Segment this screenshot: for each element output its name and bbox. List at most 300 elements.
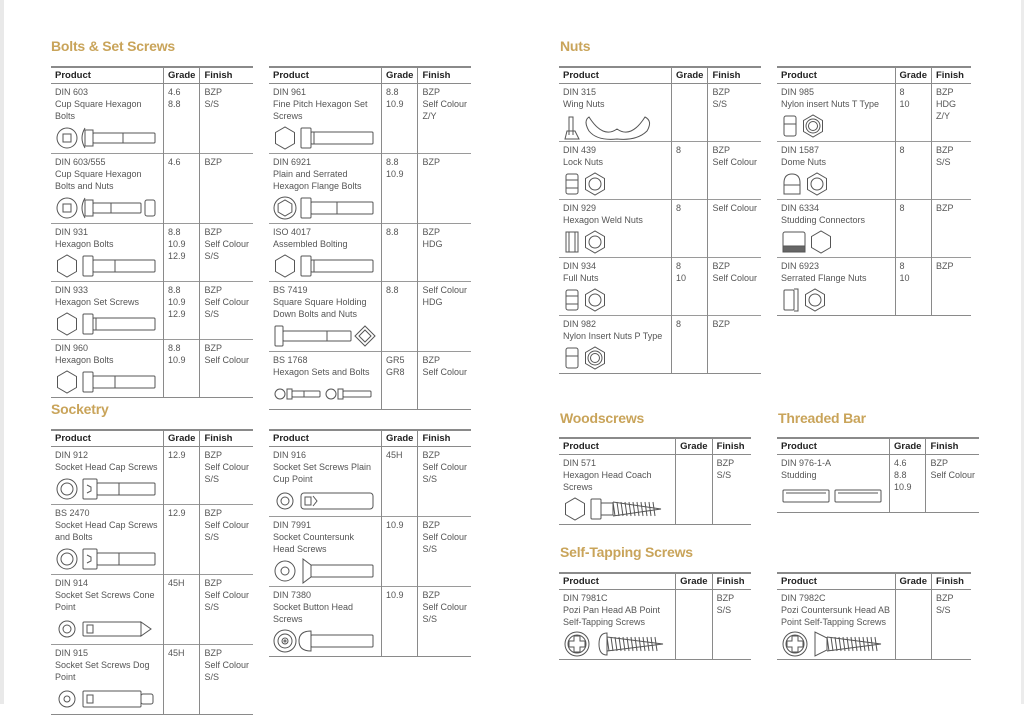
product-name: Cup Square Hexagon Bolts and Nuts — [55, 169, 142, 191]
cup-square-bolt-nut-icon — [55, 195, 159, 221]
product-cell — [51, 340, 164, 398]
grade-cell — [895, 200, 931, 258]
finish-value: Self Colour — [422, 462, 467, 472]
product-name: Cup Square Hexagon Bolts — [55, 99, 142, 121]
product-cell — [559, 200, 672, 258]
grade-cell — [382, 352, 418, 410]
finish-cell — [200, 154, 253, 224]
finish-cell — [708, 142, 761, 200]
product-code: DIN 912 — [55, 450, 89, 460]
grade-value: 8.8 — [386, 157, 399, 167]
grade-value: 8.8 — [168, 285, 181, 295]
finish-value: S/S — [935, 605, 951, 615]
grade-value: 10.9 — [386, 99, 404, 109]
nylon-nut-icon — [781, 113, 891, 139]
product-name: Square Square Holding Down Bolts and Nuts — [273, 297, 367, 319]
grade-value: 8 — [899, 203, 905, 213]
cup-square-bolt-icon — [55, 125, 159, 151]
grade-cell — [890, 455, 926, 513]
finish-value: BZP — [935, 203, 954, 213]
table-row — [269, 447, 471, 517]
table-row — [51, 224, 253, 282]
grade-value: 8.8 — [168, 343, 181, 353]
hex-nut-icon — [563, 171, 667, 197]
product-name: Studding Connectors — [781, 215, 866, 225]
table-row — [51, 645, 253, 715]
holding-down-bolt-icon — [273, 323, 377, 349]
table-header-row — [559, 573, 751, 590]
pozi-pan-icon — [563, 631, 671, 657]
finish-value: S/S — [422, 544, 437, 554]
finish-value: Self Colour — [204, 297, 249, 307]
column-header-grade: Grade — [164, 430, 200, 447]
product-cell — [559, 590, 676, 660]
table-header-row — [559, 67, 761, 84]
grade-cell — [164, 224, 200, 282]
coach-screw-icon — [563, 496, 671, 522]
grade-cell — [164, 282, 200, 340]
finish-value: Self Colour — [204, 520, 249, 530]
finish-cell — [708, 316, 761, 374]
finish-cell — [200, 505, 253, 575]
column-header-product: Product — [559, 573, 676, 590]
product-name: Hexagon Sets and Bolts — [273, 367, 370, 377]
product-cell — [269, 224, 382, 282]
table-row — [777, 258, 971, 316]
product-name: Socket Set Screws Plain Cup Point — [273, 462, 372, 484]
product-code: DIN 933 — [55, 285, 89, 295]
grade-cell — [164, 154, 200, 224]
product-cell — [269, 84, 382, 154]
heading-nuts: Nuts — [560, 38, 591, 54]
product-code: DIN 985 — [781, 87, 815, 97]
finish-value: S/S — [204, 474, 219, 484]
finish-value: BZP — [204, 648, 222, 658]
grade-value: 12.9 — [168, 508, 186, 518]
table-self-tapping-right — [777, 572, 971, 660]
finish-value: BZP — [422, 355, 440, 365]
finish-value: Z/Y — [935, 111, 950, 121]
finish-value: Self Colour — [422, 285, 467, 295]
grade-value: 12.9 — [168, 251, 186, 261]
table-row — [51, 282, 253, 340]
finish-value: S/S — [712, 99, 727, 109]
grade-cell — [895, 590, 931, 660]
product-name: Dome Nuts — [781, 157, 827, 167]
grade-cell — [382, 447, 418, 517]
product-code: DIN 603 — [55, 87, 89, 97]
grade-value: 10.9 — [386, 590, 404, 600]
grade-cell — [382, 587, 418, 657]
grade-value: 8 — [676, 261, 682, 271]
product-name: Wing Nuts — [563, 99, 605, 109]
finish-value: BZP — [204, 578, 222, 588]
grade-value: 10 — [899, 99, 910, 109]
product-name: Serrated Flange Nuts — [781, 273, 867, 283]
table-row — [51, 505, 253, 575]
product-cell — [51, 224, 164, 282]
finish-value: Self Colour — [930, 470, 975, 480]
finish-cell — [200, 224, 253, 282]
column-header-product: Product — [51, 430, 164, 447]
column-header-product: Product — [559, 438, 676, 455]
column-header-finish: Finish — [708, 67, 761, 84]
finish-cell — [712, 455, 751, 525]
grade-value: 10.9 — [386, 520, 404, 530]
finish-cell — [418, 282, 471, 352]
finish-value: HDG — [935, 99, 956, 109]
table-socketry-left — [51, 429, 253, 715]
finish-value: BZP — [204, 343, 222, 353]
finish-value: BZP — [422, 590, 440, 600]
button-head-icon — [273, 628, 377, 654]
grade-cell — [164, 505, 200, 575]
column-header-product: Product — [51, 67, 164, 84]
product-code: BS 2470 — [55, 508, 90, 518]
product-code: DIN 982 — [563, 319, 597, 329]
table-bolts-left — [51, 66, 253, 398]
finish-value: BZP — [716, 458, 735, 468]
finish-value: BZP — [204, 285, 222, 295]
finish-value: S/S — [935, 157, 951, 167]
finish-value: S/S — [204, 532, 219, 542]
product-cell — [51, 84, 164, 154]
finish-value: S/S — [422, 474, 437, 484]
grade-value: 8.8 — [386, 227, 399, 237]
column-header-finish: Finish — [418, 67, 471, 84]
studding-connector-icon — [781, 229, 891, 255]
product-cell — [269, 154, 382, 224]
product-code: DIN 914 — [55, 578, 89, 588]
column-header-grade: Grade — [895, 573, 931, 590]
finish-value: Self Colour — [204, 590, 249, 600]
finish-value: Self Colour — [712, 203, 757, 213]
product-code: DIN 976-1-A — [781, 458, 832, 468]
column-header-grade: Grade — [895, 67, 931, 84]
table-header-row — [777, 67, 971, 84]
finish-value: BZP — [935, 145, 954, 155]
socket-cap-icon — [55, 546, 159, 572]
column-header-grade: Grade — [890, 438, 926, 455]
finish-value: S/S — [716, 470, 732, 480]
grade-value: 12.9 — [168, 309, 186, 319]
finish-value: Self Colour — [422, 602, 467, 612]
product-code: DIN 6923 — [781, 261, 820, 271]
product-code: BS 7419 — [273, 285, 308, 295]
product-code: DIN 7380 — [273, 590, 312, 600]
column-header-finish: Finish — [926, 438, 979, 455]
column-header-finish: Finish — [200, 67, 253, 84]
table-row — [559, 142, 761, 200]
flange-bolt-icon — [273, 195, 377, 221]
table-header-row — [777, 438, 979, 455]
grade-cell — [164, 84, 200, 154]
product-code: DIN 315 — [563, 87, 597, 97]
product-code: DIN 571 — [563, 458, 597, 468]
finish-cell — [931, 84, 971, 142]
heading-bolts-set-screws: Bolts & Set Screws — [51, 38, 175, 54]
table-woodscrews — [559, 437, 751, 525]
finish-cell — [418, 224, 471, 282]
product-name: Hexagon Bolts — [55, 239, 114, 249]
product-name: Socket Set Screws Cone Point — [55, 590, 155, 612]
table-header-row — [777, 573, 971, 590]
column-header-product: Product — [559, 67, 672, 84]
product-cell — [777, 455, 890, 513]
finish-cell — [931, 200, 971, 258]
grade-value: 8.8 — [168, 99, 181, 109]
table-row — [777, 200, 971, 258]
grade-value: 10.9 — [894, 482, 912, 492]
pozi-csk-icon — [781, 631, 891, 657]
finish-value: BZP — [935, 261, 954, 271]
table-header-row — [559, 438, 751, 455]
grade-value: GR5 — [386, 355, 405, 365]
finish-value: Self Colour — [712, 273, 757, 283]
finish-cell — [200, 84, 253, 154]
product-name: Plain and Serrated Hexagon Flange Bolts — [273, 169, 362, 191]
table-nuts-left — [559, 66, 761, 374]
product-cell — [559, 455, 676, 525]
grade-cell — [164, 575, 200, 645]
finish-value: BZP — [712, 319, 730, 329]
finish-cell — [200, 340, 253, 398]
finish-value: Self Colour — [204, 462, 249, 472]
product-name: Socket Countersunk Head Screws — [273, 532, 355, 554]
column-header-product: Product — [269, 67, 382, 84]
table-header-row — [51, 430, 253, 447]
table-header-row — [51, 67, 253, 84]
grade-value: GR8 — [386, 367, 405, 377]
grade-cell — [895, 258, 931, 316]
table-row — [269, 352, 471, 410]
finish-value: BZP — [204, 157, 222, 167]
product-name: Studding — [781, 470, 817, 480]
product-name: Socket Set Screws Dog Point — [55, 660, 150, 682]
product-code: DIN 603/555 — [55, 157, 106, 167]
table-row — [559, 590, 751, 660]
hex-set-screw-icon — [273, 125, 377, 151]
product-name: Socket Button Head Screws — [273, 602, 354, 624]
finish-value: HDG — [422, 239, 443, 249]
table-row — [51, 154, 253, 224]
grade-cell — [382, 154, 418, 224]
product-code: DIN 6334 — [781, 203, 820, 213]
table-row — [51, 447, 253, 505]
column-header-product: Product — [777, 573, 895, 590]
finish-cell — [418, 154, 471, 224]
nylon-nut-icon — [563, 345, 667, 371]
column-header-grade: Grade — [382, 67, 418, 84]
finish-value: BZP — [204, 508, 222, 518]
finish-cell — [931, 590, 971, 660]
finish-cell — [418, 587, 471, 657]
column-header-product: Product — [777, 67, 895, 84]
finish-cell — [931, 142, 971, 200]
product-cell — [269, 447, 382, 517]
column-header-grade: Grade — [164, 67, 200, 84]
grade-value: 10.9 — [168, 239, 186, 249]
table-row — [559, 84, 761, 142]
table-socketry-right — [269, 429, 471, 657]
product-code: DIN 960 — [55, 343, 89, 353]
grade-value: 10 — [899, 273, 910, 283]
finish-value: HDG — [422, 297, 443, 307]
table-row — [559, 455, 751, 525]
hex-sets-bolts-icon — [273, 381, 377, 407]
grade-value: 10 — [676, 273, 687, 283]
finish-value: Z/Y — [422, 111, 437, 121]
grade-value: 45H — [168, 648, 185, 658]
grade-cell — [676, 590, 712, 660]
table-row — [269, 84, 471, 154]
hex-set-screw-icon — [55, 311, 159, 337]
set-cup-icon — [273, 488, 377, 514]
product-cell — [777, 84, 895, 142]
product-code: DIN 439 — [563, 145, 597, 155]
finish-value: BZP — [930, 458, 948, 468]
product-name: Pozi Countersunk Head AB Point Self-Tapping Screws — [781, 605, 891, 627]
grade-value: 8 — [676, 145, 682, 155]
weld-nut-icon — [563, 229, 667, 255]
heading-woodscrews: Woodscrews — [560, 410, 645, 426]
grade-value: 8.8 — [386, 285, 399, 295]
table-header-row — [269, 67, 471, 84]
finish-value: S/S — [204, 309, 219, 319]
finish-cell — [708, 200, 761, 258]
dome-nut-icon — [781, 171, 891, 197]
finish-value: Self Colour — [422, 532, 467, 542]
table-row — [269, 587, 471, 657]
table-row — [269, 154, 471, 224]
grade-value: 8.8 — [894, 470, 907, 480]
grade-value: 4.6 — [168, 87, 181, 97]
grade-cell — [164, 645, 200, 715]
product-cell — [559, 142, 672, 200]
grade-value: 10.9 — [386, 169, 404, 179]
grade-cell — [672, 316, 708, 374]
set-cone-icon — [55, 616, 159, 642]
finish-value: BZP — [422, 450, 440, 460]
product-cell — [269, 587, 382, 657]
grade-cell — [676, 455, 712, 525]
grade-cell — [672, 258, 708, 316]
product-name: Lock Nuts — [563, 157, 604, 167]
column-header-grade: Grade — [672, 67, 708, 84]
finish-value: BZP — [716, 593, 735, 603]
grade-value: 45H — [168, 578, 185, 588]
grade-cell — [382, 84, 418, 154]
hex-set-screw-icon — [273, 253, 377, 279]
finish-cell — [200, 645, 253, 715]
table-row — [777, 142, 971, 200]
product-name: Hexagon Bolts — [55, 355, 114, 365]
finish-value: Self Colour — [422, 367, 467, 377]
finish-value: Self Colour — [204, 239, 249, 249]
finish-value: Self Colour — [204, 355, 249, 365]
product-code: DIN 7982C — [781, 593, 826, 603]
grade-cell — [672, 200, 708, 258]
grade-cell — [672, 142, 708, 200]
set-dog-icon — [55, 686, 159, 712]
product-cell — [51, 645, 164, 715]
table-row — [777, 84, 971, 142]
product-code: DIN 6921 — [273, 157, 312, 167]
product-code: DIN 915 — [55, 648, 89, 658]
product-code: DIN 934 — [563, 261, 597, 271]
grade-value: 8 — [676, 203, 682, 213]
product-code: BS 1768 — [273, 355, 308, 365]
column-header-grade: Grade — [676, 438, 712, 455]
product-name: Pozi Pan Head AB Point Self-Tapping Screws — [563, 605, 661, 627]
product-code: DIN 916 — [273, 450, 307, 460]
product-cell — [51, 505, 164, 575]
column-header-finish: Finish — [712, 438, 751, 455]
column-header-product: Product — [777, 438, 890, 455]
finish-value: BZP — [204, 87, 222, 97]
product-name: Assembled Bolting — [273, 239, 348, 249]
table-row — [777, 455, 979, 513]
table-row — [559, 316, 761, 374]
product-cell — [269, 282, 382, 352]
grade-cell — [382, 224, 418, 282]
column-header-finish: Finish — [931, 67, 971, 84]
finish-value: S/S — [204, 672, 219, 682]
finish-cell — [418, 447, 471, 517]
product-cell — [777, 590, 895, 660]
product-cell — [51, 575, 164, 645]
heading-threaded-bar: Threaded Bar — [778, 410, 866, 426]
column-header-grade: Grade — [382, 430, 418, 447]
grade-value: 8.8 — [168, 227, 181, 237]
product-code: DIN 961 — [273, 87, 307, 97]
hex-nut-icon — [563, 287, 667, 313]
product-name: Nylon Insert Nuts P Type — [563, 331, 663, 341]
grade-cell — [895, 84, 931, 142]
table-row — [51, 575, 253, 645]
table-row — [269, 224, 471, 282]
product-cell — [51, 282, 164, 340]
grade-value: 10.9 — [168, 297, 186, 307]
grade-value: 8 — [899, 145, 905, 155]
table-row — [51, 340, 253, 398]
grade-value: 8 — [899, 261, 905, 271]
finish-cell — [708, 84, 761, 142]
product-name: Full Nuts — [563, 273, 599, 283]
finish-value: Self Colour — [204, 660, 249, 670]
hex-bolt-icon — [55, 369, 159, 395]
finish-value: BZP — [422, 157, 440, 167]
table-bolts-right — [269, 66, 471, 410]
product-name: Socket Head Cap Screws — [55, 462, 158, 472]
product-cell — [559, 316, 672, 374]
product-code: DIN 7981C — [563, 593, 608, 603]
column-header-finish: Finish — [418, 430, 471, 447]
finish-value: BZP — [422, 227, 440, 237]
grade-cell — [895, 142, 931, 200]
product-cell — [777, 258, 895, 316]
product-cell — [559, 84, 672, 142]
finish-value: BZP — [712, 261, 730, 271]
column-header-finish: Finish — [931, 573, 971, 590]
finish-value: Self Colour — [422, 99, 467, 109]
product-name: Hexagon Set Screws — [55, 297, 140, 307]
page-edge-left — [0, 0, 4, 704]
grade-value: 8 — [899, 87, 905, 97]
product-code: DIN 931 — [55, 227, 89, 237]
product-cell — [777, 142, 895, 200]
grade-value: 4.6 — [168, 157, 181, 167]
